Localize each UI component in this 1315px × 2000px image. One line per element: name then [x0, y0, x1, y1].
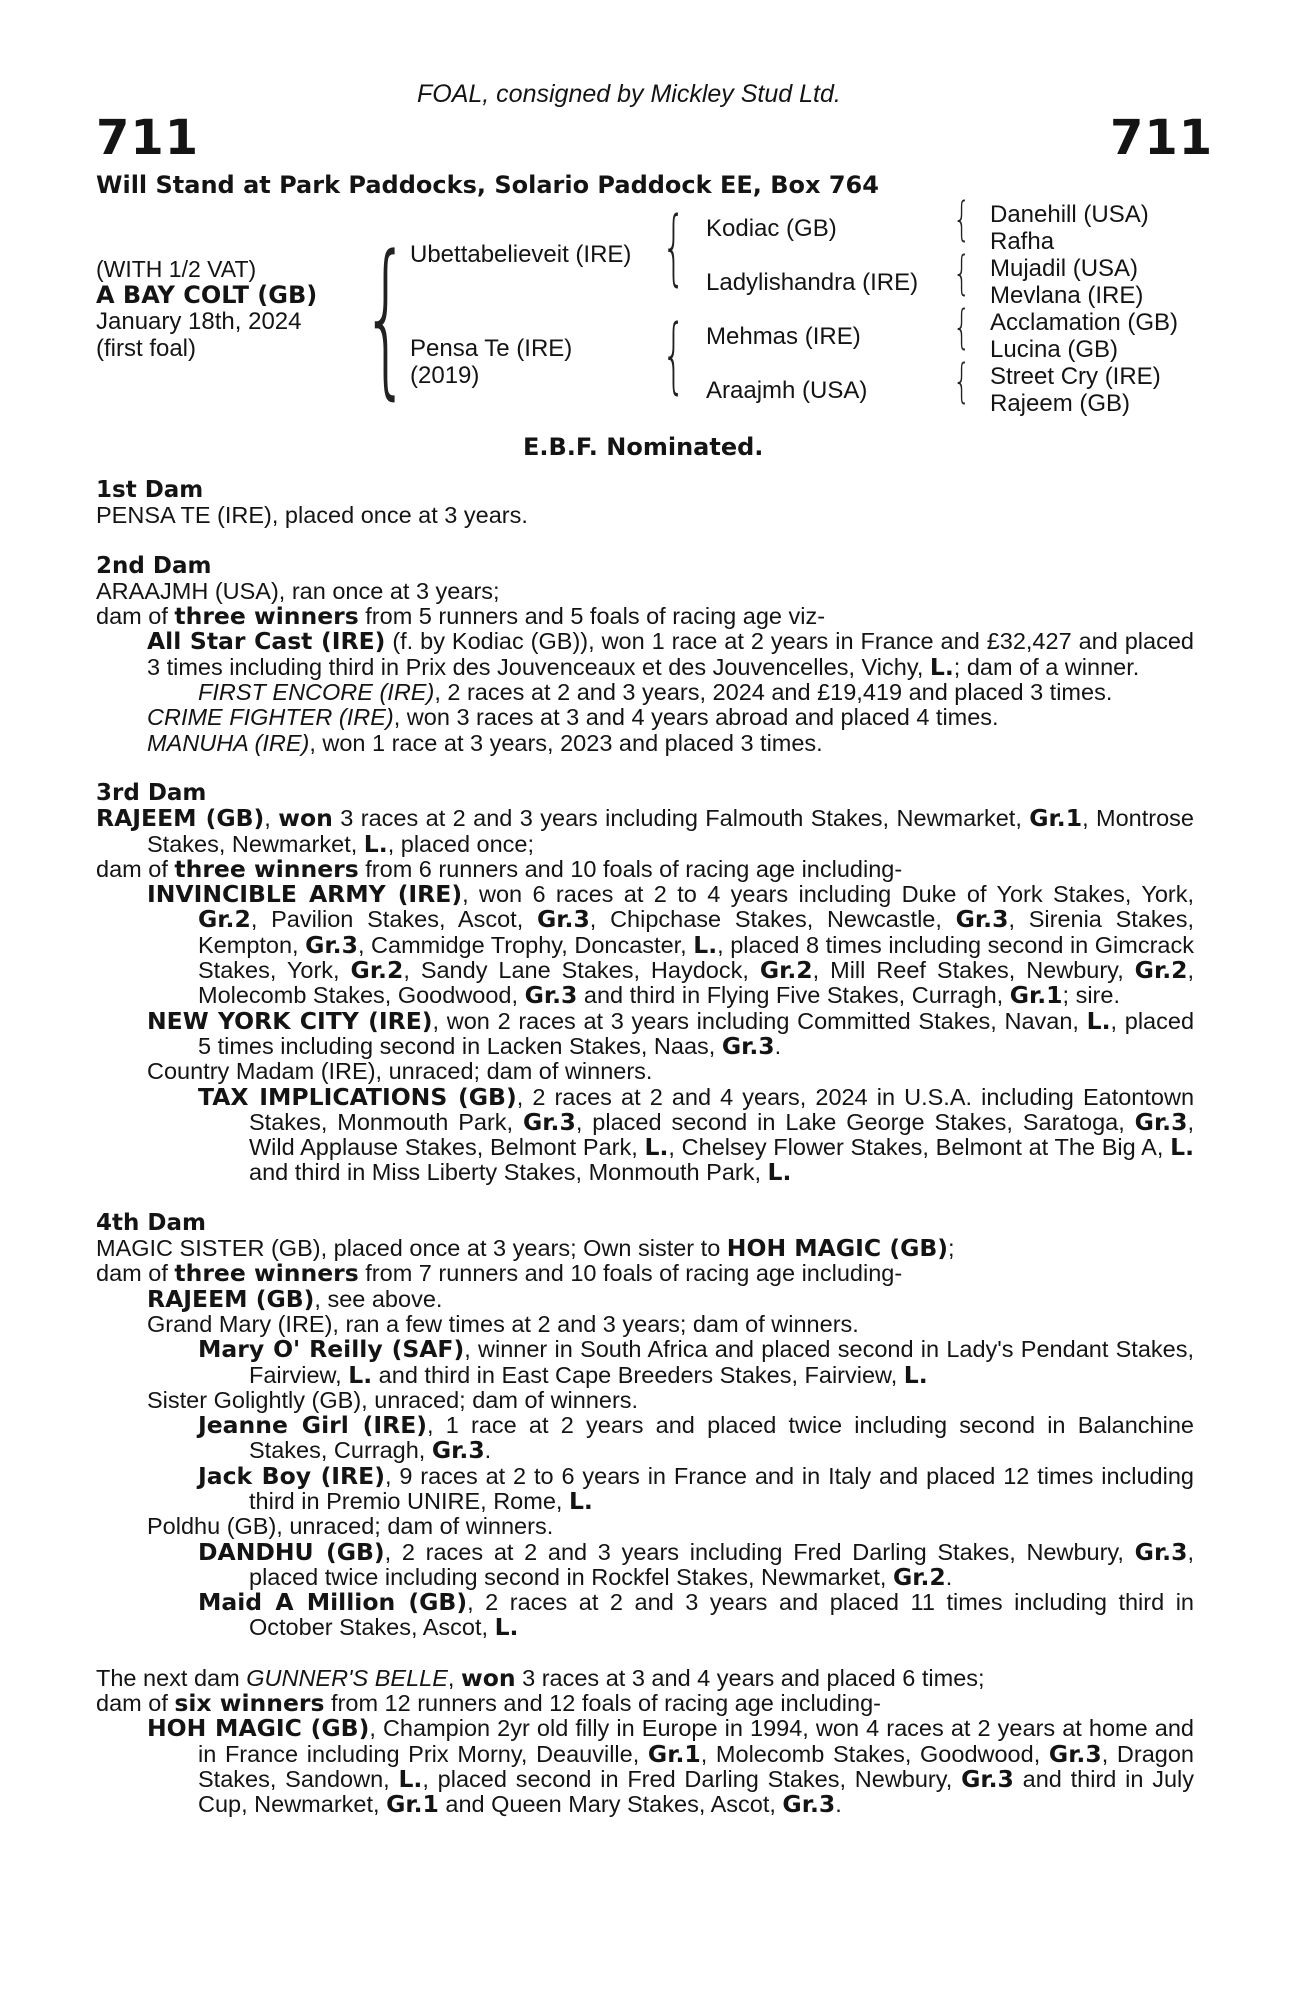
third-dam-progeny-tax-implications: TAX IMPLICATIONS (GB), 2 races at 2 and 4 years, 2024 in U.S.A. including Eatontown Stakes, Monmouth Park, Gr.3, placed second in Lake George Stakes, Saratoga, Gr.3, Wild Applause Stakes, Belmont Park, L., Chelsey Flower Stakes, Belmont at The Big A, L. and third in Miss Liberty Stakes, Monmouth Park, L. — [198, 1082, 1195, 1187]
ebf-nominated: E.B.F. Nominated. — [523, 433, 764, 461]
third-dam-line-1: RAJEEM (GB), won 3 races at 2 and 3 years including Falmouth Stakes, Newmarket, Gr.1, Montrose Stakes, Newmarket, L., placed once; — [96, 804, 1194, 858]
next-dam-line-2: dam of six winners from 12 runners and 12 foals of racing age including- — [96, 1689, 881, 1718]
second-dam-progeny-1: All Star Cast (IRE) (f. by Kodiac (GB)), won 1 race at 2 years in France and £32,427 and placed 3 times including third in Prix des Jouvenceaux et des Jouvencelles, Vichy, L.; dam of a winner. — [147, 627, 1194, 681]
third-dam-line-2: dam of three winners from 6 runners and 10 foals of racing age including- — [96, 854, 903, 883]
fourth-dam-progeny-sister-golightly: Sister Golightly (GB), unraced; dam of winners. — [147, 1386, 639, 1413]
fourth-dam-progeny-jack-boy: Jack Boy (IRE), 9 races at 2 to 6 years in France and in Italy and placed 12 times including third in Premio UNIRE, Rome, L. — [198, 1461, 1194, 1515]
pedigree-g3-1: Danehill (USA) — [990, 201, 1149, 228]
vat-note: (WITH 1/2 VAT) — [96, 256, 257, 282]
pedigree-sire-dam: Ladylishandra (IRE) — [706, 269, 919, 296]
fourth-dam-progeny-poldhu: Poldhu (GB), unraced; dam of winners. — [147, 1513, 554, 1540]
third-dam-heading: 3rd Dam — [96, 779, 207, 806]
pedigree-brace-g3-3: { — [953, 300, 971, 354]
pedigree-brace-dam: { — [662, 308, 686, 403]
pedigree-sire: Ubettabelieveit (IRE) — [410, 241, 632, 268]
foal-note: (first foal) — [96, 335, 197, 362]
catalogue-body — [96, 478, 1194, 1818]
pedigree-sire-sire: Kodiac (GB) — [706, 215, 837, 242]
second-dam-progeny-3: CRIME FIGHTER (IRE), won 3 races at 3 and 4 years abroad and placed 4 times. — [147, 704, 999, 731]
pedigree-dam: Pensa Te (IRE) — [410, 335, 573, 362]
fourth-dam-progeny-mary-o-reilly: Mary O' Reilly (SAF), winner in South Africa and placed second in Lady's Pendant Stakes, Fairview, L. and third in East Cape Breeders Stakes, Fairview, L. — [198, 1335, 1194, 1389]
second-dam-progeny-2: FIRST ENCORE (IRE), 2 races at 2 and 3 years, 2024 and £19,419 and placed 3 times. — [198, 679, 1113, 706]
fourth-dam-progeny-maid-a-million: Maid A Million (GB), 2 races at 2 and 3 years and placed 11 times including third in October Stakes, Ascot, L. — [198, 1588, 1194, 1642]
lot-number-left: 711 — [96, 110, 200, 166]
third-dam-progeny-new-york-city: NEW YORK CITY (IRE), won 2 races at 3 years including Committed Stakes, Navan, L., placed 5 times including second in Lacken Stakes, Naas, Gr.3. — [147, 1006, 1195, 1060]
third-dam-progeny-country-madam: Country Madam (IRE), unraced; dam of winners. — [147, 1058, 653, 1085]
fourth-dam-progeny-rajeem: RAJEEM (GB), see above. — [147, 1284, 443, 1313]
fourth-dam-progeny-grand-mary: Grand Mary (IRE), ran a few times at 2 and 3 years; dam of winners. — [147, 1310, 859, 1337]
lot-title: A BAY COLT (GB) — [96, 281, 318, 309]
pedigree-g3-7: Street Cry (IRE) — [990, 363, 1161, 390]
pedigree-dam-dam: Araajmh (USA) — [706, 377, 868, 404]
second-dam-heading: 2nd Dam — [96, 552, 212, 579]
pedigree-g3-5: Acclamation (GB) — [990, 309, 1179, 336]
pedigree-g3-2: Rafha — [990, 228, 1055, 255]
fourth-dam-line-1: MAGIC SISTER (GB), placed once at 3 years; Own sister to HOH MAGIC (GB); — [96, 1234, 955, 1263]
next-dam-progeny-hoh-magic: HOH MAGIC (GB), Champion 2yr old filly in Europe in 1994, won 4 races at 2 years at home and in France including Prix Morny, Deauville, Gr.1, Molecomb Stakes, Goodwood, Gr.3, Dragon Stakes, Sandown, L., placed second in Fred Darling Stakes, Newbury, Gr.3 and third in July Cup, Newmarket, Gr.1 and Queen Mary Stakes, Ascot, Gr.3. — [147, 1714, 1195, 1819]
foaling-date: January 18th, 2024 — [96, 308, 302, 335]
second-dam-line-1: ARAAJMH (USA), ran once at 3 years; — [96, 577, 500, 604]
consignor-line: FOAL, consigned by Mickley Stud Ltd. — [417, 80, 841, 108]
pedigree-g3-3: Mujadil (USA) — [990, 255, 1139, 282]
pedigree-brace-g3-2: { — [953, 246, 971, 300]
pedigree-brace-g3-1: { — [953, 192, 971, 246]
pedigree-g3-4: Mevlana (IRE) — [990, 282, 1144, 309]
pedigree-g3-6: Lucina (GB) — [990, 336, 1119, 363]
pedigree-dam-year: (2019) — [410, 362, 480, 389]
fourth-dam-progeny-jeanne-girl: Jeanne Girl (IRE), 1 race at 2 years and placed twice including second in Balanchine Stakes, Curragh, Gr.3. — [198, 1411, 1194, 1465]
fourth-dam-line-2: dam of three winners from 7 runners and 10 foals of racing age including- — [96, 1259, 903, 1288]
stand-location: Will Stand at Park Paddocks, Solario Paddock EE, Box 764 — [96, 171, 879, 199]
third-dam-progeny-invincible-army: INVINCIBLE ARMY (IRE), won 6 races at 2 to 4 years including Duke of York Stakes, York, Gr.2, Pavilion Stakes, Ascot, Gr.3, Chipchase Stakes, Newcastle, Gr.3, Sirenia Stakes, Kempton, Gr.3, Cammidge Trophy, Doncaster, L., placed 8 times including second in Gimcrack Stakes, York, Gr.2, Sandy Lane Stakes, Haydock, Gr.2, Mill Reef Stakes, Newbury, Gr.2, Molecomb Stakes, Goodwood, Gr.3 and third in Flying Five Stakes, Curragh, Gr.1; sire. — [147, 880, 1195, 1010]
pedigree-brace-main: { — [362, 219, 411, 415]
pedigree-dam-sire: Mehmas (IRE) — [706, 323, 861, 350]
fourth-dam-progeny-dandhu: DANDHU (GB), 2 races at 2 and 3 years including Fred Darling Stakes, Newbury, Gr.3, placed twice including second in Rockfel Stakes, Newmarket, Gr.2. — [198, 1537, 1194, 1591]
second-dam-progeny-4: MANUHA (IRE), won 1 race at 3 years, 2023 and placed 3 times. — [147, 729, 823, 756]
lot-number-right: 711 — [1110, 110, 1214, 166]
fourth-dam-heading: 4th Dam — [96, 1209, 206, 1236]
pedigree-g3-8: Rajeem (GB) — [990, 390, 1131, 417]
next-dam-line-1: The next dam GUNNER'S BELLE, won 3 races at 3 and 4 years and placed 6 times; — [96, 1663, 985, 1692]
first-dam-heading: 1st Dam — [96, 477, 204, 503]
pedigree-brace-sire: { — [662, 200, 686, 295]
pedigree-brace-g3-4: { — [953, 354, 971, 408]
first-dam-text: PENSA TE (IRE), placed once at 3 years. — [96, 502, 528, 529]
second-dam-line-2: dam of three winners from 5 runners and 5 foals of racing age viz- — [96, 602, 826, 631]
